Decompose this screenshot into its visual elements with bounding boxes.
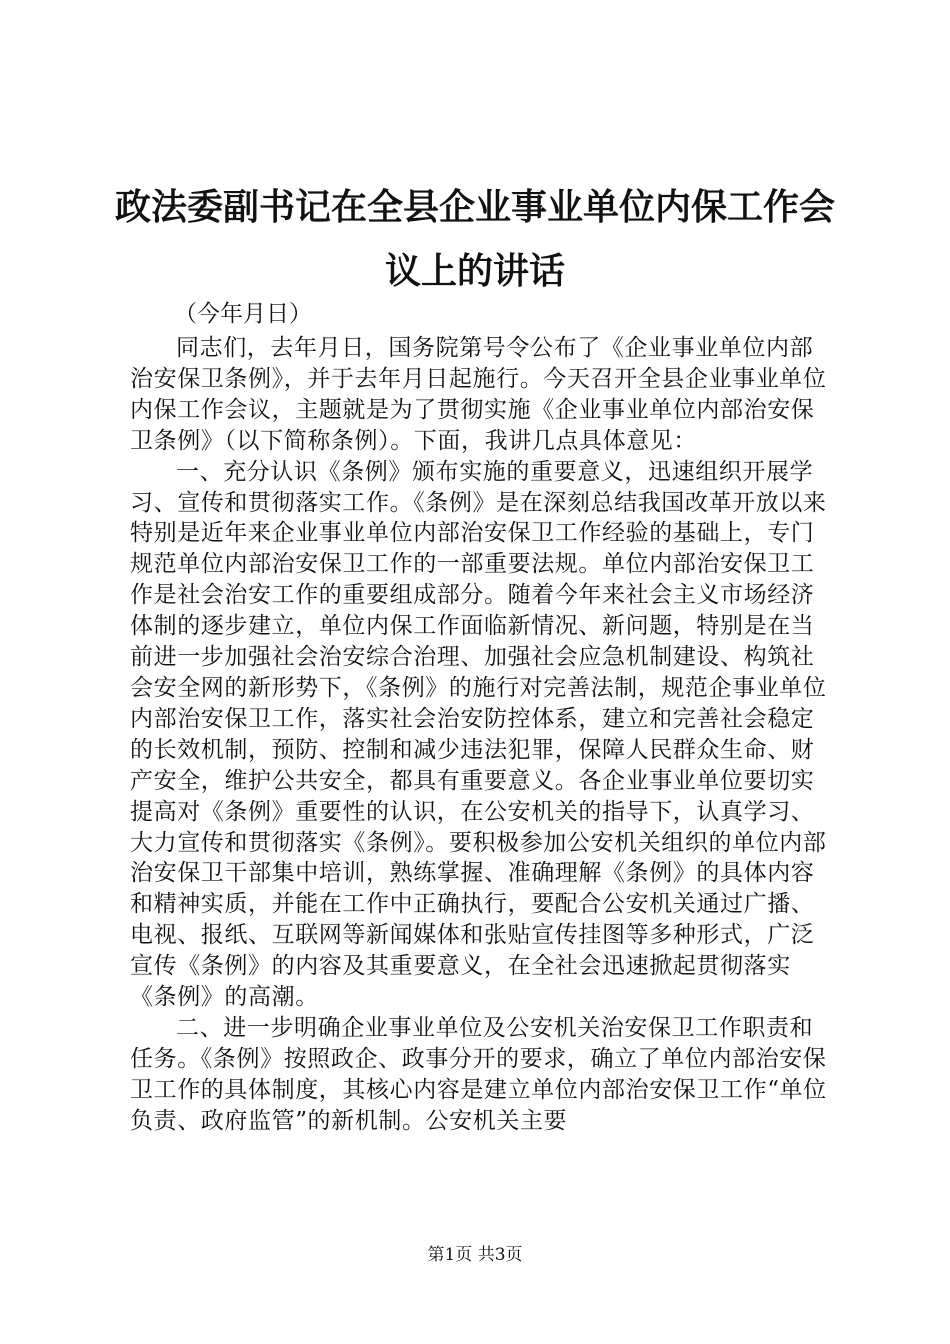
paragraph-section-two: 二、进一步明确企业事业单位及公安机关治安保卫工作职责和任务。《条例》按照政企、政事分开的要求，确立了单位内部治安保卫工作的具体制度，其核心内容是建立单位内部治安保卫工作“单位负责、政府监管”的新机制。公安机关主要 — [130, 1014, 827, 1134]
document-title-line-2: 议上的讲话 — [384, 251, 565, 292]
speech-date: （今年月日） — [174, 301, 312, 327]
document-body — [130, 333, 830, 1137]
page-footer: 第1页 共3页 — [427, 1245, 523, 1265]
paragraph-section-one: 一、充分认识《条例》颁布实施的重要意义，迅速组织开展学习、宣传和贯彻落实工作。《条例》是在深刻总结我国改革开放以来特别是近年来企业事业单位内部治安保卫工作经验的基础上，专门规范单位内部治安保卫工作的一部重要法规。单位内部治安保卫工作是社会治安工作的重要组成部分。随着今年来社会主义市场经济体制的逐步建立，单位内保工作面临新情况、新问题，特别是在当前进一步加强社会治安综合治理、加强社会应急机制建设、构筑社会安全网的新形势下，《条例》的施行对完善法制，规范企事业单位内部治安保卫工作，落实社会治安防控体系，建立和完善社会稳定的长效机制，预防、控制和减少违法犯罪，保障人民群众生命、财产安全，维护公共安全，都具有重要意义。各企业事业单位要切实提高对《条例》重要性的认识，在公安机关的指导下，认真学习、大力宣传和贯彻落实《条例》。要积极参加公安机关组织的单位内部治安保卫干部集中培训，熟练掌握、准确理解《条例》的具体内容和精神实质，并能在工作中正确执行，要配合公安机关通过广播、电视、报纸、互联网等新闻媒体和张贴宣传挂图等多种形式，广泛宣传《条例》的内容及其重要意义，在全社会迅速掀起贯彻落实《条例》的高潮。 — [130, 458, 827, 1011]
document-title-line-1: 政法委副书记在全县企业事业单位内保工作会 — [114, 187, 835, 228]
paragraph-intro: 同志们，去年月日，国务院第号令公布了《企业事业单位内部治安保卫条例》，并于去年月日起施行。今天召开全县企业事业单位内保工作会议，主题就是为了贯彻实施《企业事业单位内部治安保卫条例》（以下简称条例）。下面，我讲几点具体意见： — [130, 335, 827, 454]
